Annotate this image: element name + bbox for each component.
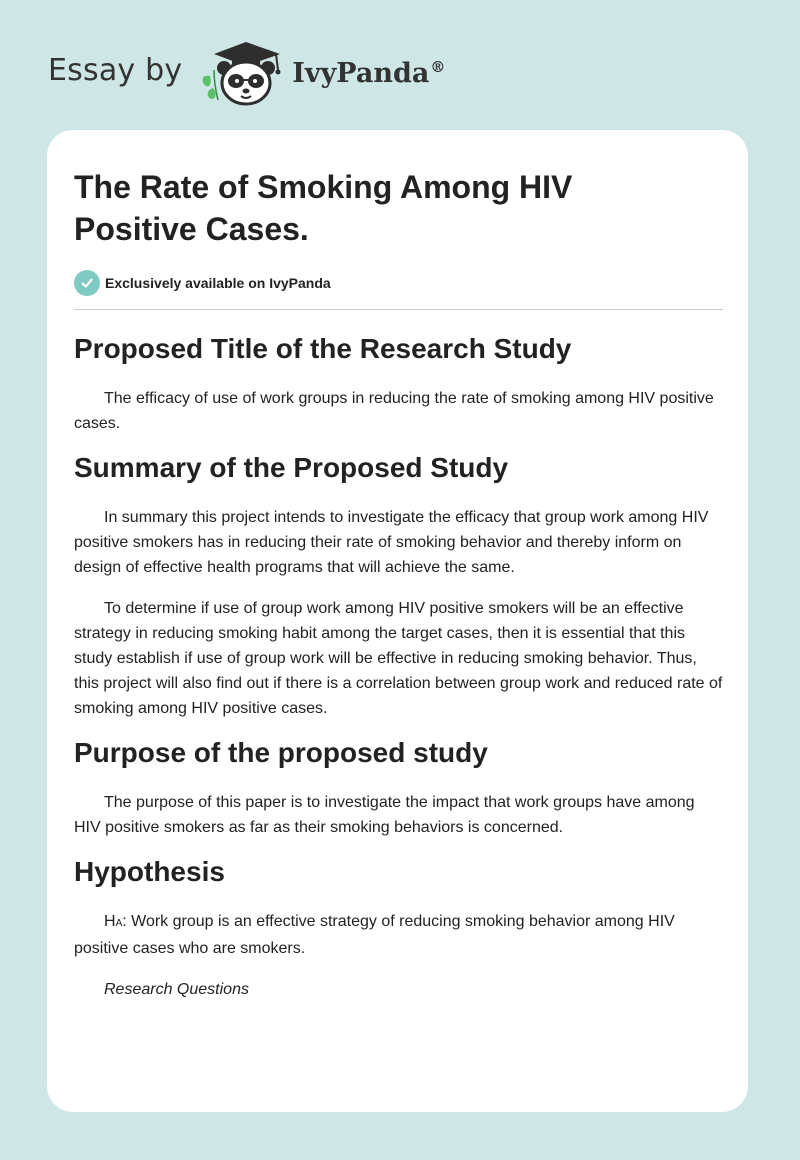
document-title: The Rate of Smoking Among HIV Positive Cases.	[74, 169, 573, 247]
paragraph: In summary this project intends to investigate the efficacy that group work among HIV positive smokers has in reducing their rate of smoking behavior and thereby inform on design of effective health programs that will achieve the same.	[74, 509, 709, 576]
brand-prefix: Essay by	[48, 52, 183, 88]
registered-mark: ®	[430, 57, 446, 76]
exclusive-badge	[74, 270, 722, 296]
section-summary	[74, 451, 722, 721]
check-circle-icon	[74, 270, 100, 296]
research-questions-label: Research Questions	[104, 981, 249, 998]
section-proposed-title	[74, 332, 722, 436]
section-heading: Summary of the Proposed Study	[74, 452, 509, 483]
paragraph: The purpose of this paper is to investigate the impact that work groups have among HIV positive smokers as far as their smoking behaviors is concerned.	[74, 794, 695, 836]
hypothesis-symbol: H	[104, 913, 116, 930]
brand-name: IvyPanda®	[292, 57, 446, 89]
hypothesis-text: : Work group is an effective strategy of reducing smoking behavior among HIV positive cases who are smokers.	[74, 913, 675, 957]
hypothesis-paragraph	[74, 909, 724, 961]
paragraph: The efficacy of use of work groups in reducing the rate of smoking among HIV positive cases.	[74, 390, 714, 432]
essay-card	[47, 130, 748, 1112]
section-hypothesis	[74, 855, 722, 1002]
title-divider	[74, 309, 723, 310]
badge-label: Exclusively available on IvyPanda	[105, 275, 331, 291]
section-heading: Purpose of the proposed study	[74, 737, 488, 768]
brand-header	[48, 36, 445, 108]
hypothesis-subscript: A	[115, 918, 123, 929]
panda-graduate-logo-icon	[196, 36, 288, 108]
section-heading: Proposed Title of the Research Study	[74, 333, 572, 364]
section-heading: Hypothesis	[74, 856, 225, 887]
section-purpose	[74, 736, 722, 840]
paragraph: To determine if use of group work among HIV positive smokers will be an effective strategy in reducing smoking habit among the target cases, then it is essential that this study establish if use of group work will be effective in reducing smoking behavior. Thus, this project will also find out if there is a correlation between group work and reduced rate of smoking among HIV positive cases.	[74, 600, 723, 717]
